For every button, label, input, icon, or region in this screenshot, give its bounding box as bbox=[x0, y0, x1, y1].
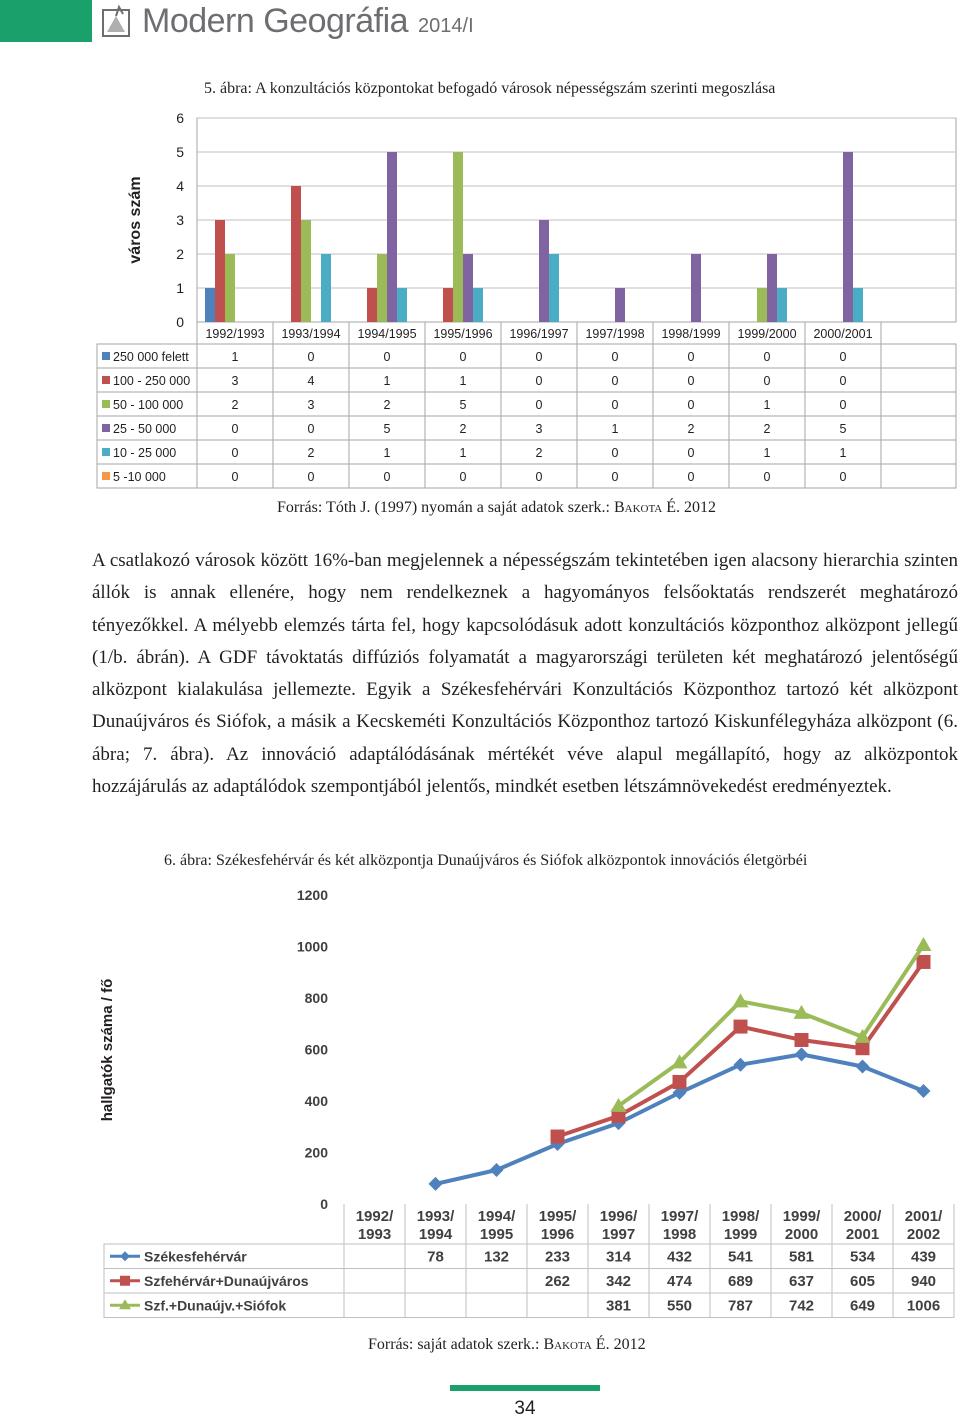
table-value: 5 bbox=[383, 422, 391, 436]
figure5-caption: 5. ábra: A konzultációs központokat befogadó városok népességszám szerinti megoszlása bbox=[204, 80, 776, 97]
table-value: 0 bbox=[763, 350, 771, 364]
table-value: 381 bbox=[605, 1297, 632, 1315]
y-tick-label: 5 bbox=[176, 144, 184, 160]
table-value: 637 bbox=[788, 1272, 815, 1290]
legend-key bbox=[102, 448, 110, 456]
legend-key bbox=[102, 376, 110, 384]
x-category-label: 1999 bbox=[723, 1226, 758, 1243]
body-paragraph: A csatlakozó városok között 16%-ban megjelennek a népességszám tekintetében igen alacsony hierarchia szinten állók is annak ellenére, hogy nem rendelkeznek a hagyományos felsőoktatás rendszerét meghatározó tényezőkkel. A mélyebb elemzés tárta fel, hogy kapcsolódásuk adott konzultációs központhoz alközpont jellegű (1/b. ábrán). A GDF távoktatás diffúziós folyamatát a magyarországi területen két meghatározó jelentőségű alközpont kialakulása jellemezte. Egyik a Székesfehérvári Konzultációs Központhoz tartozó két alközpont Dunaújváros és Siófok, a másik a Kecskeméti Konzultációs Központhoz tartozó Kiskunfélegyháza alközpont (6. ábra; 7. ábra). Az innováció adaptálódásának mértékét véve alapul megállapító, hogy az alközpontok hozzájárulás az adaptálódok szempontjából jelentős, mindkét esetben létszámnövekedést eredményeztek. bbox=[92, 550, 958, 798]
table-value: 233 bbox=[544, 1248, 571, 1266]
x-category-label: 1997 bbox=[601, 1226, 636, 1243]
table-value: 5 bbox=[459, 398, 467, 412]
table-value: 0 bbox=[459, 470, 467, 484]
journal-issue: 2014/I bbox=[418, 15, 474, 37]
legend-marker bbox=[120, 1251, 130, 1261]
bar bbox=[291, 186, 301, 322]
table-value: 0 bbox=[763, 374, 771, 388]
x-category-label: 1998 bbox=[662, 1226, 697, 1243]
bar bbox=[691, 254, 701, 322]
legend-marker bbox=[120, 1276, 130, 1286]
bar bbox=[205, 288, 215, 322]
legend-label: Székesfehérvár bbox=[144, 1248, 247, 1265]
x-category-label: 1995 bbox=[479, 1226, 514, 1243]
table-value: 78 bbox=[427, 1248, 444, 1266]
table-value: 0 bbox=[383, 350, 391, 364]
figure5-source-author: Bakota bbox=[613, 499, 663, 516]
x-category-label: 2001 bbox=[845, 1226, 880, 1243]
table-value: 2 bbox=[459, 422, 467, 436]
x-category-label: 1992/1993 bbox=[205, 327, 265, 341]
legend-label: 50 - 100 000 bbox=[113, 398, 184, 412]
figure6-source-author: Bakota bbox=[543, 1336, 592, 1353]
x-category-label: 1998/1999 bbox=[661, 327, 721, 341]
y-tick-label: 0 bbox=[320, 1196, 328, 1212]
table-value: 0 bbox=[687, 446, 695, 460]
legend-label: 25 - 50 000 bbox=[113, 422, 177, 436]
table-value: 0 bbox=[535, 470, 543, 484]
table-value: 0 bbox=[839, 398, 847, 412]
table-value: 0 bbox=[687, 398, 695, 412]
table-value: 0 bbox=[231, 470, 239, 484]
legend-label: 100 - 250 000 bbox=[113, 374, 191, 388]
table-value: 4 bbox=[307, 374, 315, 388]
x-category-label: 1999/2000 bbox=[737, 327, 797, 341]
table-value: 0 bbox=[307, 350, 315, 364]
journal-logo-icon bbox=[101, 4, 133, 40]
table-value: 2 bbox=[307, 446, 315, 460]
data-point bbox=[733, 993, 749, 1007]
y-tick-label: 6 bbox=[176, 110, 184, 126]
bar bbox=[225, 254, 235, 322]
x-category-label: 1996/ bbox=[599, 1208, 638, 1225]
legend-label: Szf.+Dunaújv.+Siófok bbox=[144, 1297, 287, 1314]
table-value: 0 bbox=[383, 470, 391, 484]
legend-label: 5 -10 000 bbox=[113, 470, 166, 484]
table-value: 439 bbox=[910, 1248, 937, 1266]
bar bbox=[549, 254, 559, 322]
y-tick-label: 200 bbox=[304, 1144, 328, 1161]
data-point bbox=[856, 1059, 870, 1073]
table-value: 0 bbox=[687, 470, 695, 484]
table-value: 742 bbox=[788, 1297, 815, 1315]
data-point bbox=[856, 1041, 870, 1055]
table-value: 1006 bbox=[906, 1297, 941, 1315]
table-value: 649 bbox=[849, 1297, 876, 1315]
table-value: 1 bbox=[383, 374, 391, 388]
y-tick-label: 0 bbox=[176, 314, 184, 330]
data-point bbox=[917, 955, 931, 969]
legend-key bbox=[102, 400, 110, 408]
table-value: 3 bbox=[535, 422, 543, 436]
bar bbox=[321, 254, 331, 322]
table-value: 787 bbox=[727, 1297, 754, 1315]
x-category-label: 1997/1998 bbox=[585, 327, 645, 341]
table-value: 550 bbox=[666, 1297, 693, 1315]
table-value: 0 bbox=[535, 350, 543, 364]
table-value: 0 bbox=[839, 374, 847, 388]
bar bbox=[539, 220, 549, 322]
y-tick-label: 1 bbox=[176, 280, 184, 296]
data-point bbox=[734, 1058, 748, 1072]
table-value: 0 bbox=[535, 398, 543, 412]
x-category-label: 1996 bbox=[540, 1226, 575, 1243]
table-value: 1 bbox=[459, 446, 467, 460]
table-value: 581 bbox=[788, 1248, 815, 1266]
data-point bbox=[917, 1084, 931, 1098]
y-tick-label: 600 bbox=[304, 1041, 328, 1058]
table-value: 0 bbox=[611, 446, 619, 460]
table-value: 342 bbox=[605, 1272, 632, 1290]
journal-title bbox=[142, 2, 474, 41]
x-category-label: 1995/ bbox=[538, 1208, 577, 1225]
table-value: 0 bbox=[687, 350, 695, 364]
table-value: 0 bbox=[763, 470, 771, 484]
legend-key bbox=[102, 472, 110, 480]
bar bbox=[377, 254, 387, 322]
y-axis-title: hallgatók száma / fő bbox=[99, 978, 116, 1122]
table-value: 2 bbox=[231, 398, 239, 412]
table-value: 0 bbox=[307, 470, 315, 484]
legend-key bbox=[102, 352, 110, 360]
bar bbox=[301, 220, 311, 322]
bar bbox=[443, 288, 453, 322]
journal-name: Modern Geográfia bbox=[142, 2, 409, 40]
legend-label: Szfehérvár+Dunaújváros bbox=[144, 1272, 309, 1289]
table-value: 940 bbox=[910, 1272, 937, 1290]
figure6-source-suffix: É. 2012 bbox=[591, 1336, 646, 1353]
data-point bbox=[916, 937, 932, 951]
bar bbox=[853, 288, 863, 322]
table-value: 262 bbox=[544, 1272, 571, 1290]
table-value: 0 bbox=[611, 374, 619, 388]
table-value: 1 bbox=[763, 446, 771, 460]
table-value: 0 bbox=[611, 470, 619, 484]
bar bbox=[367, 288, 377, 322]
page-number: 34 bbox=[514, 1398, 536, 1419]
y-axis-title: város szám bbox=[127, 176, 144, 264]
table-value: 2 bbox=[763, 422, 771, 436]
table-value: 0 bbox=[231, 446, 239, 460]
data-point bbox=[795, 1047, 809, 1061]
table-value: 0 bbox=[535, 374, 543, 388]
bar bbox=[777, 288, 787, 322]
table-value: 1 bbox=[611, 422, 619, 436]
data-point bbox=[551, 1130, 565, 1144]
figure6-line-chart bbox=[0, 880, 960, 1325]
legend-label: 10 - 25 000 bbox=[113, 446, 177, 460]
x-category-label: 1998/ bbox=[721, 1208, 760, 1225]
x-category-label: 1995/1996 bbox=[433, 327, 493, 341]
x-category-label: 1997/ bbox=[660, 1208, 699, 1225]
y-tick-label: 3 bbox=[176, 212, 184, 228]
table-value: 3 bbox=[231, 374, 239, 388]
table-value: 2 bbox=[535, 446, 543, 460]
x-category-label: 1992/ bbox=[355, 1208, 394, 1225]
table-value: 605 bbox=[849, 1272, 876, 1290]
y-tick-label: 400 bbox=[304, 1093, 328, 1109]
x-category-label: 1994/1995 bbox=[357, 327, 417, 341]
table-value: 432 bbox=[666, 1248, 693, 1266]
x-category-label: 2000 bbox=[784, 1226, 819, 1243]
x-category-label: 1993/ bbox=[416, 1208, 455, 1225]
bar bbox=[767, 254, 777, 322]
table-value: 1 bbox=[459, 374, 467, 388]
y-tick-label: 4 bbox=[176, 178, 184, 194]
bar bbox=[757, 288, 767, 322]
table-value: 0 bbox=[231, 422, 239, 436]
x-category-label: 1994/ bbox=[477, 1208, 516, 1225]
table-value: 0 bbox=[611, 398, 619, 412]
bar bbox=[453, 152, 463, 322]
bar bbox=[463, 254, 473, 322]
x-category-label: 2000/2001 bbox=[813, 327, 873, 341]
x-category-label: 1993/1994 bbox=[281, 327, 341, 341]
x-category-label: 1999/ bbox=[782, 1208, 821, 1225]
table-value: 132 bbox=[483, 1248, 510, 1266]
series-line bbox=[436, 1054, 924, 1184]
data-point bbox=[490, 1163, 504, 1177]
table-value: 0 bbox=[687, 374, 695, 388]
table-value: 1 bbox=[839, 446, 847, 460]
header-accent-bar bbox=[0, 0, 92, 42]
x-category-label: 2002 bbox=[906, 1226, 941, 1243]
table-value: 689 bbox=[727, 1272, 754, 1290]
bar bbox=[387, 152, 397, 322]
table-value: 0 bbox=[839, 470, 847, 484]
bar bbox=[843, 152, 853, 322]
table-value: 0 bbox=[459, 350, 467, 364]
table-value: 534 bbox=[849, 1248, 876, 1266]
legend-label: 250 000 felett bbox=[113, 350, 189, 364]
table-value: 2 bbox=[383, 398, 391, 412]
data-point bbox=[795, 1033, 809, 1047]
bar bbox=[615, 288, 625, 322]
table-value: 474 bbox=[666, 1272, 693, 1290]
table-value: 541 bbox=[727, 1248, 754, 1266]
data-point bbox=[429, 1177, 443, 1191]
table-value: 1 bbox=[231, 350, 239, 364]
y-tick-label: 800 bbox=[304, 990, 328, 1006]
figure5-source-prefix: Forrás: Tóth J. (1997) nyomán a saját adatok szerk.: bbox=[277, 499, 614, 516]
table-value: 5 bbox=[839, 422, 847, 436]
y-tick-label: 1200 bbox=[296, 887, 328, 903]
table-value: 1 bbox=[383, 446, 391, 460]
data-point bbox=[734, 1020, 748, 1034]
x-category-label: 2000/ bbox=[843, 1208, 882, 1225]
footer-accent-bar bbox=[450, 1385, 600, 1391]
table-value: 0 bbox=[611, 350, 619, 364]
x-category-label: 2001/ bbox=[904, 1208, 943, 1225]
y-tick-label: 1000 bbox=[296, 938, 328, 955]
figure5-source bbox=[277, 499, 716, 517]
bar bbox=[215, 220, 225, 322]
figure6-source bbox=[368, 1336, 646, 1354]
legend-key bbox=[102, 424, 110, 432]
x-category-label: 1993 bbox=[357, 1226, 392, 1243]
bar bbox=[473, 288, 483, 322]
figure6-caption: 6. ábra: Székesfehérvár és két alközpontja Dunaújváros és Siófok alközpontok innovációs életgörbéi bbox=[164, 852, 808, 869]
figure5-bar-chart bbox=[0, 100, 960, 492]
x-category-label: 1994 bbox=[418, 1226, 453, 1243]
table-value: 2 bbox=[687, 422, 695, 436]
figure6-source-prefix: Forrás: saját adatok szerk.: bbox=[368, 1336, 544, 1353]
data-point bbox=[673, 1075, 687, 1089]
table-value: 0 bbox=[839, 350, 847, 364]
x-category-label: 1996/1997 bbox=[509, 327, 569, 341]
table-value: 1 bbox=[763, 398, 771, 412]
figure5-source-suffix: É. 2012 bbox=[662, 499, 717, 516]
table-value: 3 bbox=[307, 398, 315, 412]
table-value: 0 bbox=[307, 422, 315, 436]
table-value: 314 bbox=[605, 1248, 632, 1266]
y-tick-label: 2 bbox=[176, 246, 184, 262]
bar bbox=[397, 288, 407, 322]
